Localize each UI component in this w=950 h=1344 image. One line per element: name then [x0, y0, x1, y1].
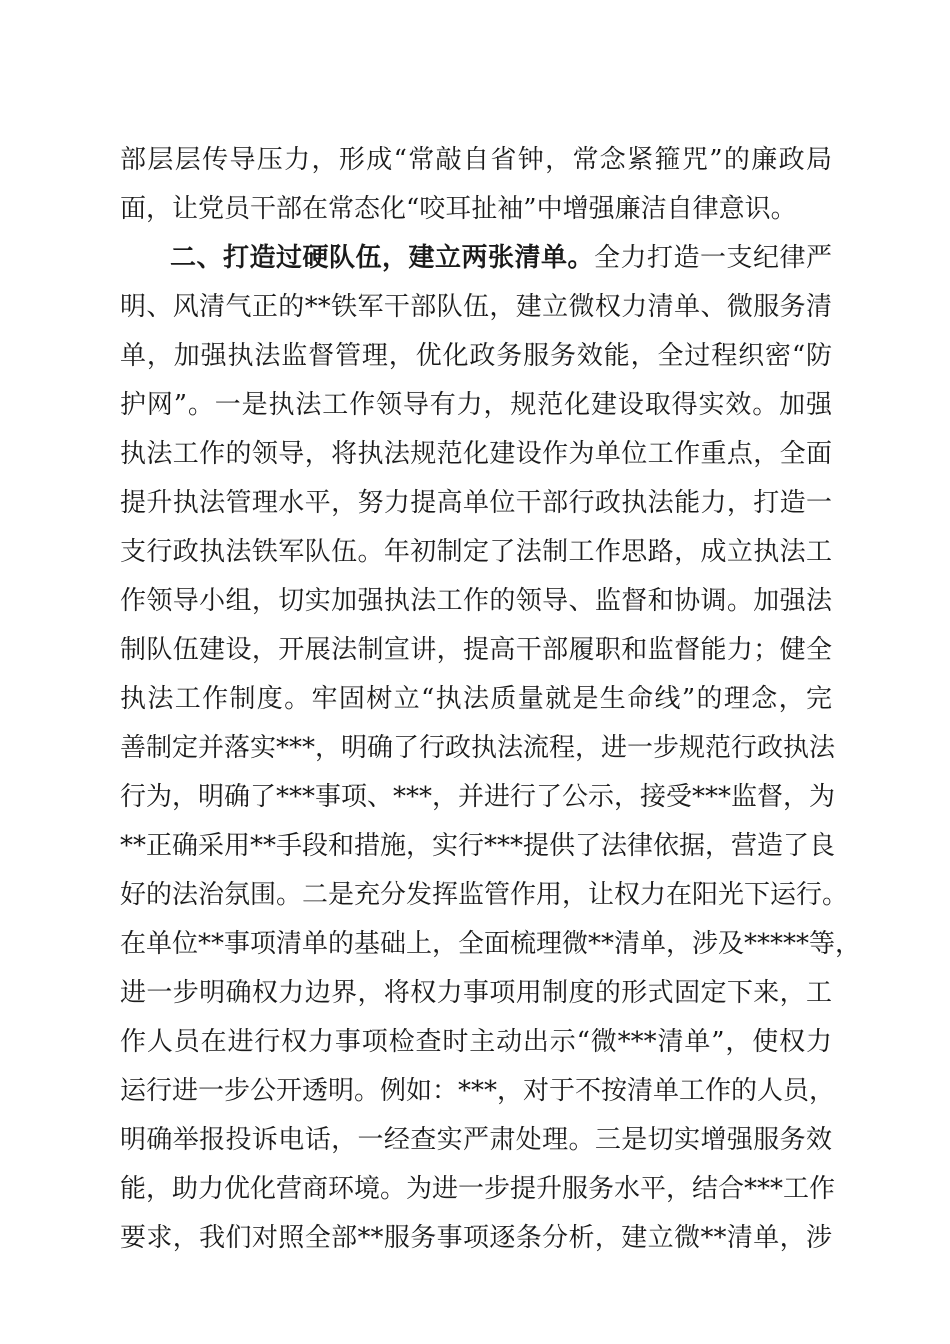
paragraph-line: 善制定并落实***，明确了行政执法流程，进一步规范行政执法 — [120, 733, 836, 763]
paragraph-text: 全力打造一支纪律严 — [593, 243, 832, 273]
paragraph-line: 执法工作的领导，将执法规范化建设作为单位工作重点，全面 — [120, 439, 832, 469]
paragraph-line: 运行进一步公开透明。例如：***，对于不按清单工作的人员， — [120, 1076, 836, 1106]
paragraph-line: 支行政执法铁军队伍。年初制定了法制工作思路，成立执法工 — [120, 537, 832, 567]
paragraph-line: 制队伍建设，开展法制宣讲，提高干部履职和监督能力；健全 — [120, 635, 832, 665]
paragraph-line: **正确采用**手段和措施，实行***提供了法律依据，营造了良 — [120, 831, 836, 861]
paragraph-line: 进一步明确权力边界，将权力事项用制度的形式固定下来，工 — [120, 978, 832, 1008]
paragraph-line: 明、风清气正的**铁军干部队伍，建立微权力清单、微服务清 — [120, 292, 832, 322]
paragraph-line: 能，助力优化营商环境。为进一步提升服务水平，结合***工作 — [120, 1174, 836, 1204]
paragraph-line: 提升执法管理水平，努力提高单位干部行政执法能力，打造一 — [120, 488, 832, 518]
section-heading: 二、打造过硬队伍，建立两张清单。 — [170, 243, 594, 273]
paragraph-line: 在单位**事项清单的基础上，全面梳理微**清单，涉及*****等， — [120, 929, 862, 959]
paragraph-line: 作领导小组，切实加强执法工作的领导、监督和协调。加强法 — [120, 586, 832, 616]
paragraph-line: 好的法治氛围。二是充分发挥监管作用，让权力在阳光下运行。 — [120, 880, 849, 910]
paragraph-line: 单，加强执法监督管理，优化政务服务效能，全过程织密“防 — [120, 341, 832, 371]
paragraph-line: 部层层传导压力，形成“常敲自省钟，常念紧箍咒”的廉政局 — [120, 145, 832, 175]
paragraph-line: 执法工作制度。牢固树立“执法质量就是生命线”的理念，完 — [120, 684, 832, 714]
paragraph-line: 要求，我们对照全部**服务事项逐条分析，建立微**清单，涉 — [120, 1223, 832, 1253]
paragraph-line: 行为，明确了***事项、***，并进行了公示，接受***监督，为 — [120, 782, 836, 812]
paragraph-line: 作人员在进行权力事项检查时主动出示“微***清单”，使权力 — [120, 1027, 832, 1057]
paragraph-line: 明确举报投诉电话，一经查实严肃处理。三是切实增强服务效 — [120, 1125, 832, 1155]
paragraph-line: 面，让党员干部在常态化“咬耳扯袖”中增强廉洁自律意识。 — [120, 194, 797, 224]
section-heading-line — [170, 238, 832, 278]
paragraph-line: 护网”。一是执法工作领导有力，规范化建设取得实效。加强 — [120, 390, 832, 420]
